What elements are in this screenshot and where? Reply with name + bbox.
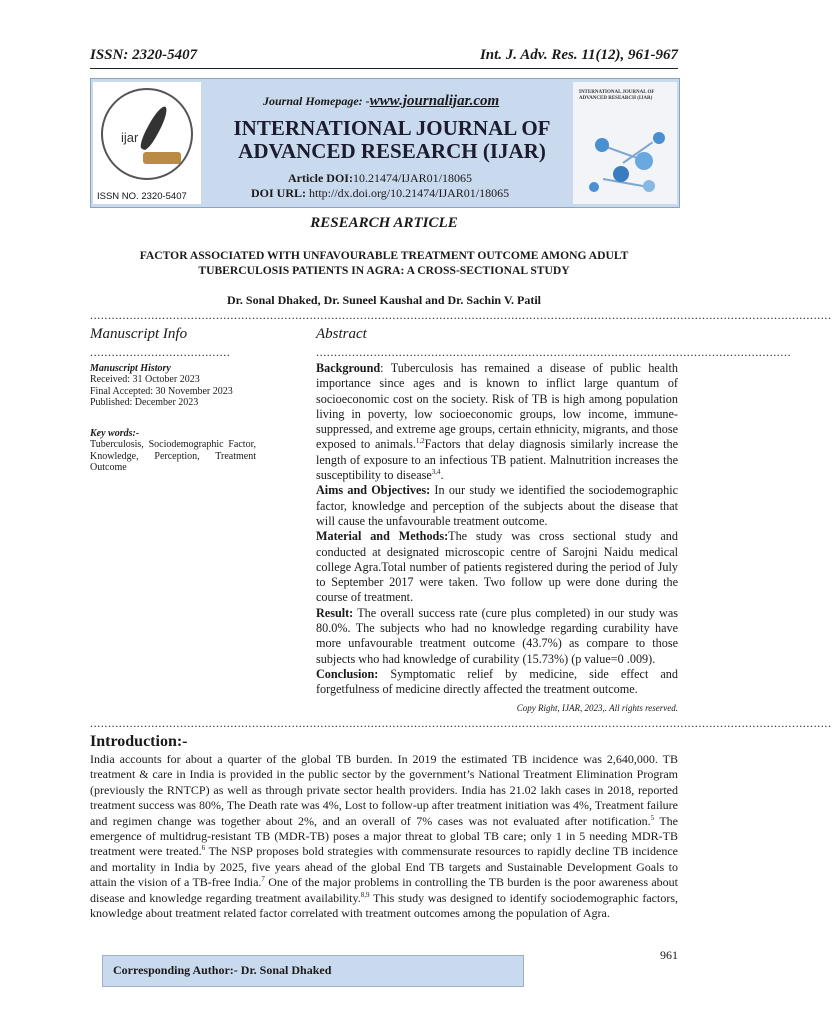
book-icon <box>143 152 181 164</box>
journal-title-line1: INTERNATIONAL JOURNAL OF <box>233 116 551 140</box>
journal-cover-image <box>573 82 677 204</box>
copyright: Copy Right, IJAR, 2023,. All rights reserved. <box>516 703 678 713</box>
abstract-body <box>316 361 678 698</box>
introduction-body: India accounts for about a quarter of the global TB burden. In 2019 the estimated TB incidence was 2,640,000. TB treatment & care in India is provided in the public sector by the government’s National Treatment Elimination Program (previously the RNTCP) as well as through private sector health providers. India has 21.02 lakh cases in 2018, reported treatment success was 80%, The Death rate was 4%, Lost to follow-up after treatment initiation was 4%, Treatment failure and regimen change was together about 2%, and an overall of 7% cases was not evaluated after notification.$^5$ The emergence of multidrug-resistant TB (MDR-TB) poses a major threat to global TB care; only 1 in 5 needing MDR-TB treatment were treated.$^6$ The NSP proposes bold strategies with commensurate resources to rapidly decline TB incidence and mortality in India by 2025, five years ahead of the global End TB targets and Sustainable Development Goals to attain the vision of a TB-free India.$^7$ One of the major problems in controlling the TB burden is the poor awareness about disease and knowledge regarding treatment availability.$^{8,9}$ This study was designed to identify sociodemographic factors, knowledge about treatment related factor correlated with treatment outcomes among the population of Agra. <box>90 752 679 921</box>
authors: Dr. Sonal Dhaked, Dr. Suneel Kaushal and Dr. Sachin V. Patil <box>227 293 541 307</box>
molecule-atom <box>653 132 665 144</box>
doi-url: DOI URL: http://dx.doi.org/10.21474/IJAR01/18065 <box>251 186 510 200</box>
cover-title: INTERNATIONAL JOURNAL OF ADVANCED RESEARCH (IJAR) <box>579 90 655 101</box>
article-title <box>90 249 678 278</box>
page-number: 961 <box>660 948 678 962</box>
corresponding-author-box <box>102 955 524 987</box>
history-label: Manuscript History <box>90 363 171 374</box>
keywords-block <box>90 428 256 474</box>
separator-dots: .............................................................................................................................................................................................................. <box>90 716 832 730</box>
logo-issn: ISSN NO. 2320-5407 <box>97 191 187 202</box>
doi-link[interactable]: http://dx.doi.org/10.21474/IJAR01/18065 <box>309 186 510 200</box>
abstract-heading: Abstract <box>316 326 367 342</box>
citation-header: Int. J. Adv. Res. 11(12), 961-967 <box>479 47 678 63</box>
article-doi: Article DOI:10.21474/IJAR01/18065 <box>288 171 472 185</box>
corresponding-author: Corresponding Author:- Dr. Sonal Dhaked <box>113 963 332 977</box>
article-type: RESEARCH ARTICLE <box>310 215 458 231</box>
abstract-aims: Aims and Objectives: In our study we identified the sociodemographic factor, knowledge and perception of the subjects about the disease that will cause the unfavourable treatment outcome. <box>316 483 678 528</box>
molecule-atom <box>595 138 609 152</box>
journal-title <box>221 117 563 163</box>
feather-icon <box>137 104 170 152</box>
journal-homepage <box>263 93 499 110</box>
article-title-line2: TUBERCULOSIS PATIENTS IN AGRA: A CROSS-SECTIONAL STUDY <box>198 263 570 277</box>
abstract-dots: .................................................................................................................................... <box>316 345 792 359</box>
logo-text: ijar <box>121 130 139 145</box>
article-title-line1: FACTOR ASSOCIATED WITH UNFAVOURABLE TREATMENT OUTCOME AMONG ADULT <box>139 249 629 262</box>
received-date: Received: 31 October 2023 <box>90 374 200 386</box>
issn-header: ISSN: 2320-5407 <box>90 47 198 63</box>
logo-ring <box>101 88 193 180</box>
molecule-atom <box>613 166 629 182</box>
homepage-link[interactable]: www.journalijar.com <box>369 93 500 109</box>
journal-logo <box>93 82 201 204</box>
abstract-conclusion: Conclusion: Symptomatic relief by medicine, side effect and forgetfulness of medicine directly affected the treatment outcome. <box>316 666 678 697</box>
separator-dots: .............................................................................................................................................................................................................. <box>90 308 832 322</box>
manuscript-dots: ....................................... <box>90 345 231 359</box>
manuscript-info-heading: Manuscript Info <box>90 326 188 342</box>
keywords-label: Key words:- <box>90 428 140 439</box>
published-date: Published: December 2023 <box>90 397 199 409</box>
journal-title-line2: ADVANCED RESEARCH (IJAR) <box>238 139 546 163</box>
abstract-methods: Material and Methods:The study was cross sectional study and conducted at designated microscopic centre of Sarojni Naidu medical college Agra.Total number of patients registered during the period of July to September 2017 were taken. Two follow up were done during the course of treatment. <box>316 529 678 605</box>
molecule-atom <box>589 182 599 192</box>
abstract-result: Result: The overall success rate (cure plus completed) in our study was 80.0%. The subjects who had no knowledge regarding curability have more unfavourable treatment outcome (43.7%) as compare to those subjects who had knowledge of curability (15.73%) (p value=0 .009). <box>316 605 678 666</box>
journal-banner <box>90 78 680 208</box>
molecule-atom <box>643 180 655 192</box>
keywords-list: Tuberculosis, Sociodemographic Factor, Knowledge, Perception, Treatment Outcome <box>90 439 256 474</box>
header-rule <box>90 68 678 69</box>
homepage-label: Journal Homepage: - <box>263 94 370 108</box>
molecule-atom <box>635 152 653 170</box>
abstract-background: Background: Tuberculosis has remained a disease of public health importance since ages and is known to inflict large quantum of socioeconomic cost on the society. Risk of TB is high among population living in poverty, low socioeconomic groups, low income, immune-suppressed, and extreme age groups, certain ethnicity, migrants, and those exposed to animals.$^{1,2}$Factors that delay diagnosis similarly increase the length of exposure to an infectious TB patient. Malnutrition increases the susceptibility to disease$^{3,4}$. <box>316 361 678 483</box>
manuscript-history <box>90 363 260 409</box>
introduction-heading: Introduction:- <box>90 733 188 750</box>
accepted-date: Final Accepted: 30 November 2023 <box>90 385 233 397</box>
